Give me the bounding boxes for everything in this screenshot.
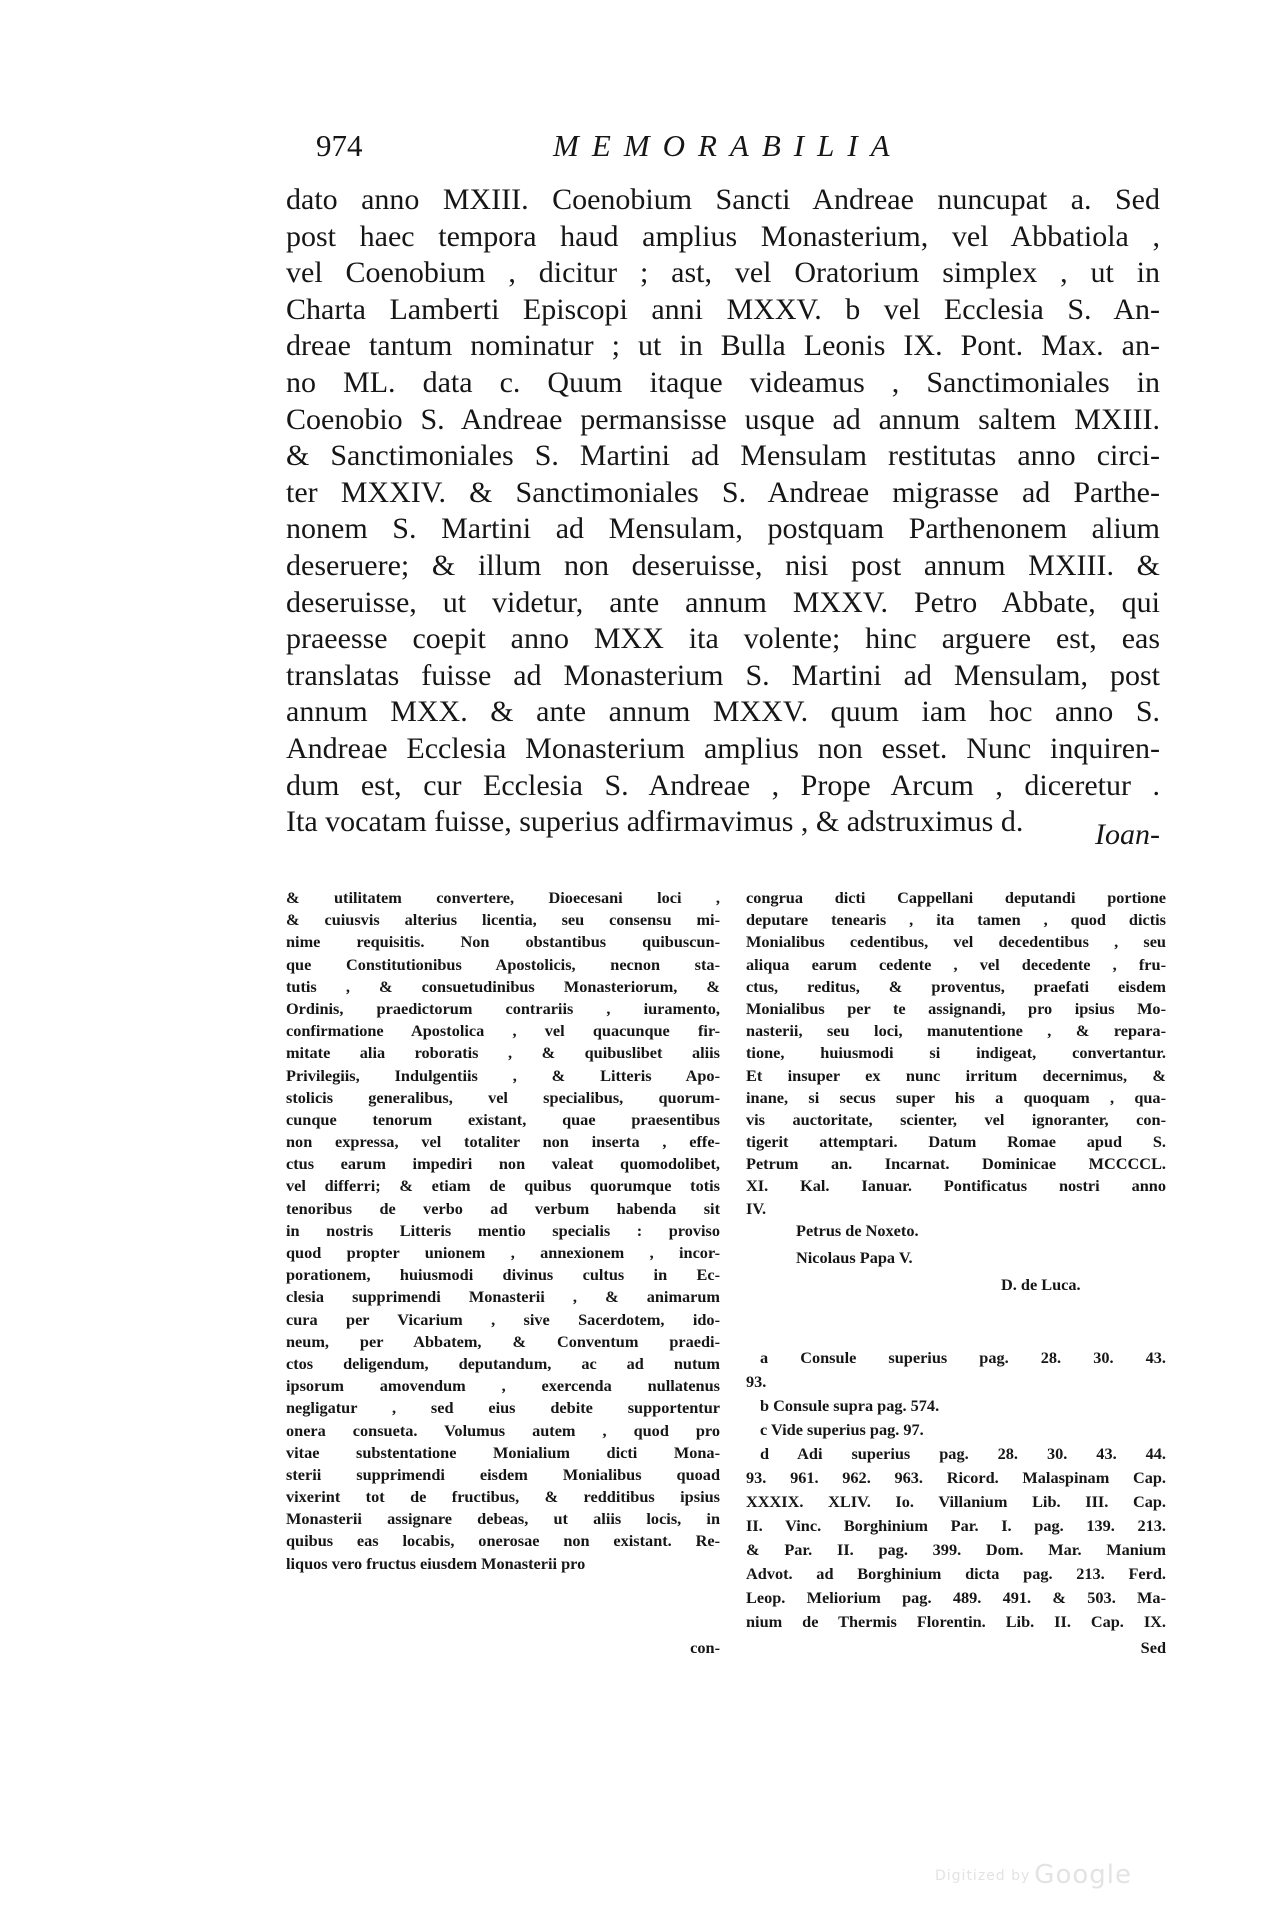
main-text-line: nonem S. Martini ad Mensulam, postquam Parthenonem alium [286, 512, 1160, 546]
left-column-line: vitae substentatione Monialium dicti Mona- [286, 1442, 720, 1462]
signatures [746, 1220, 1166, 1301]
left-column-line: liquos vero fructus eiusdem Monasterii pro [286, 1553, 586, 1573]
right-column-line: Petrum an. Incarnat. Dominicae MCCCCL. [746, 1154, 1166, 1174]
right-column-line: aliqua earum cedente , vel decedente , fru- [746, 954, 1166, 974]
right-catchword: Sed [1140, 1638, 1166, 1657]
main-text-line: translatas fuisse ad Monasterium S. Martini ad Mensulam, post [286, 658, 1160, 692]
left-column-line: negligatur , sed eius debite supportentur [286, 1398, 720, 1418]
footnotes [746, 1346, 1166, 1634]
footnote-line: 93. 961. 962. 963. Ricord. Malaspinam Cap. [746, 1468, 1166, 1487]
left-column-line: onera consueta. Volumus autem , quod pro [286, 1420, 720, 1440]
left-column-line: cunque tenorum existant, quae praesentibus [286, 1109, 720, 1129]
left-column-line: in nostris Litteris mentio specialis : proviso [286, 1220, 720, 1240]
watermark-brand: Google [1034, 1860, 1132, 1890]
left-column-line: cura per Vicarium , sive Sacerdotem, ido- [286, 1309, 720, 1329]
main-text-line: Charta Lamberti Episcopi anni MXXV. b vel Ecclesia S. An- [286, 292, 1160, 326]
left-column-line: nime requisitis. Non obstantibus quibuscun- [286, 932, 720, 952]
left-column-line: & utilitatem convertere, Dioecesani loci , [286, 888, 720, 907]
main-text-line: ter MXXIV. & Sanctimoniales S. Andreae migrasse ad Parthe- [286, 475, 1160, 509]
left-column-line: stolicis generalibus, vel specialibus, quorum- [286, 1087, 720, 1107]
right-column-line: tigerit attemptari. Datum Romae apud S. [746, 1132, 1166, 1152]
main-text-line: post haec tempora haud amplius Monasterium, vel Abbatiola , [286, 219, 1160, 253]
right-column-line: nasterii, seu loci, manutentione , & repara- [746, 1021, 1166, 1041]
left-column-line: quibus eas locabis, onerosae non existant. Re- [286, 1531, 720, 1551]
left-column-line: non expressa, vel totaliter non inserta , effe- [286, 1132, 720, 1152]
main-text-line: Coenobio S. Andreae permansisse usque ad annum saltem MXIII. [286, 402, 1160, 436]
running-head: MEMORABILIA [553, 128, 903, 163]
main-text-line: dreae tantum nominatur ; ut in Bulla Leonis IX. Pont. Max. an- [286, 329, 1160, 363]
footnote-line: Leop. Meliorium pag. 489. 491. & 503. Ma- [746, 1588, 1166, 1607]
right-column-line: Monialibus cedentibus, vel decedentibus , seu [746, 932, 1166, 952]
footnote-line: & Par. II. pag. 399. Dom. Mar. Manium [746, 1540, 1166, 1559]
left-column-line: vixerint tot de fructibus, & redditibus ipsius [286, 1487, 720, 1507]
main-text-line: Andreae Ecclesia Monasterium amplius non esset. Nunc inquiren- [286, 731, 1160, 765]
signature-line: Petrus de Noxeto. [796, 1220, 919, 1240]
main-text-line: vel Coenobium , dicitur ; ast, vel Oratorium simplex , ut in [286, 256, 1160, 290]
main-text-line: praeesse coepit anno MXX ita volente; hinc arguere est, eas [286, 622, 1160, 656]
main-catchword: Ioan- [1095, 818, 1160, 851]
left-column-line: & cuiusvis alterius licentia, seu consensu mi- [286, 910, 720, 930]
footnote-line: nium de Thermis Florentin. Lib. II. Cap. IX. [746, 1612, 1166, 1631]
left-column-line: quod propter unionem , annexionem , incor- [286, 1243, 720, 1262]
left-column-line: porationem, huiusmodi divinus cultus in Ec- [286, 1265, 720, 1285]
main-text-line: dum est, cur Ecclesia S. Andreae , Prope Arcum , diceretur . [286, 768, 1160, 802]
left-column-text [286, 887, 720, 1575]
right-column-lines [746, 887, 1166, 1220]
left-column-line: sterii supprimendi eisdem Monialibus quoad [286, 1464, 720, 1484]
left-column-line: mitate alia roboratis , & quibuslibet aliis [286, 1043, 720, 1063]
left-column-line: clesia supprimendi Monasterii , & animarum [286, 1287, 720, 1307]
left-column-line: Ordinis, praedictorum contrariis , iuramento, [286, 998, 720, 1018]
footnote-line: d Adi superius pag. 28. 30. 43. 44. [760, 1444, 1166, 1463]
footnote-line: c Vide superius pag. 97. [760, 1420, 924, 1439]
left-column-line: neum, per Abbatem, & Conventum praedi- [286, 1331, 720, 1351]
left-column-line: Privilegiis, Indulgentiis , & Litteris Apo- [286, 1065, 720, 1085]
right-column-line: deputare tenearis , ita tamen , quod dictis [746, 910, 1166, 930]
footnote-line: a Consule superius pag. 28. 30. 43. [760, 1348, 1166, 1367]
left-column-line: ctus earum impediri non valeat quomodolibet, [286, 1154, 720, 1174]
right-column-text [746, 887, 1166, 1301]
main-text [286, 182, 1160, 841]
left-column-line: tutis , & consuetudinibus Monasteriorum, & [286, 976, 720, 996]
right-column-line: vis auctoritate, scienter, vel ignoranter, con- [746, 1109, 1166, 1129]
left-column-line: Monasterii assignare debeas, ut aliis locis, in [286, 1509, 720, 1529]
left-catchword: con- [690, 1638, 720, 1657]
footnote-line: XXXIX. XLIV. Io. Villanium Lib. III. Cap. [746, 1492, 1166, 1511]
footnote-line: 93. [746, 1372, 767, 1391]
main-text-line: annum MXX. & ante annum MXXV. quum iam hoc anno S. [286, 695, 1160, 729]
footnote-line: Advot. ad Borghinium dicta pag. 213. Ferd. [746, 1564, 1166, 1583]
watermark [935, 1860, 1132, 1890]
footnote-line: b Consule supra pag. 574. [760, 1396, 940, 1415]
right-column-line: IV. [746, 1198, 767, 1218]
main-text-line: & Sanctimoniales S. Martini ad Mensulam restitutas anno circi- [286, 439, 1160, 473]
watermark-prefix: Digitized by [935, 1867, 1031, 1884]
left-column-line: tenoribus de verbo ad verbum habenda sit [286, 1198, 720, 1218]
main-text-line: dato anno MXIII. Coenobium Sancti Andreae nuncupat a. Sed [286, 183, 1160, 216]
signature-line: D. de Luca. [1001, 1274, 1081, 1294]
main-text-line: no ML. data c. Quum itaque videamus , Sanctimoniales in [286, 365, 1160, 399]
left-column-line: ipsorum amovendum , exercenda nullatenus [286, 1376, 720, 1396]
right-column-line: ctus, reditus, & proventus, praefati eisdem [746, 976, 1166, 996]
left-column-line: que Constitutionibus Apostolicis, necnon sta- [286, 954, 720, 974]
signature-line: Nicolaus Papa V. [796, 1247, 913, 1267]
page-number: 974 [316, 128, 363, 163]
right-column-line: XI. Kal. Ianuar. Pontificatus nostri anno [746, 1176, 1166, 1196]
main-text-line: Ita vocatam fuisse, superius adfirmavimus , & adstruximus d. [286, 805, 1024, 839]
right-column-line: Et insuper ex nunc irritum decernimus, & [746, 1065, 1166, 1085]
left-column-line: vel differri; & etiam de quibus quorumque totis [286, 1176, 720, 1196]
main-text-line: deseruisse, ut videtur, ante annum MXXV. Petro Abbate, qui [286, 585, 1160, 619]
left-column-line: confirmatione Apostolica , vel quacunque fir- [286, 1021, 720, 1041]
right-column-line: inane, si secus super his a quoquam , qua- [746, 1087, 1166, 1107]
right-column-line: congrua dicti Cappellani deputandi portione [746, 888, 1166, 907]
right-column-line: tione, huiusmodi si indigeat, convertantur. [746, 1043, 1166, 1063]
footnote-line: II. Vinc. Borghinium Par. I. pag. 139. 213. [746, 1516, 1166, 1535]
left-column-line: ctos deligendum, deputandum, ac ad nutum [286, 1353, 720, 1373]
right-column-line: Monialibus per te assignandi, pro ipsius Mo- [746, 998, 1166, 1018]
main-text-line: deseruere; & illum non deseruisse, nisi post annum MXIII. & [286, 548, 1160, 582]
